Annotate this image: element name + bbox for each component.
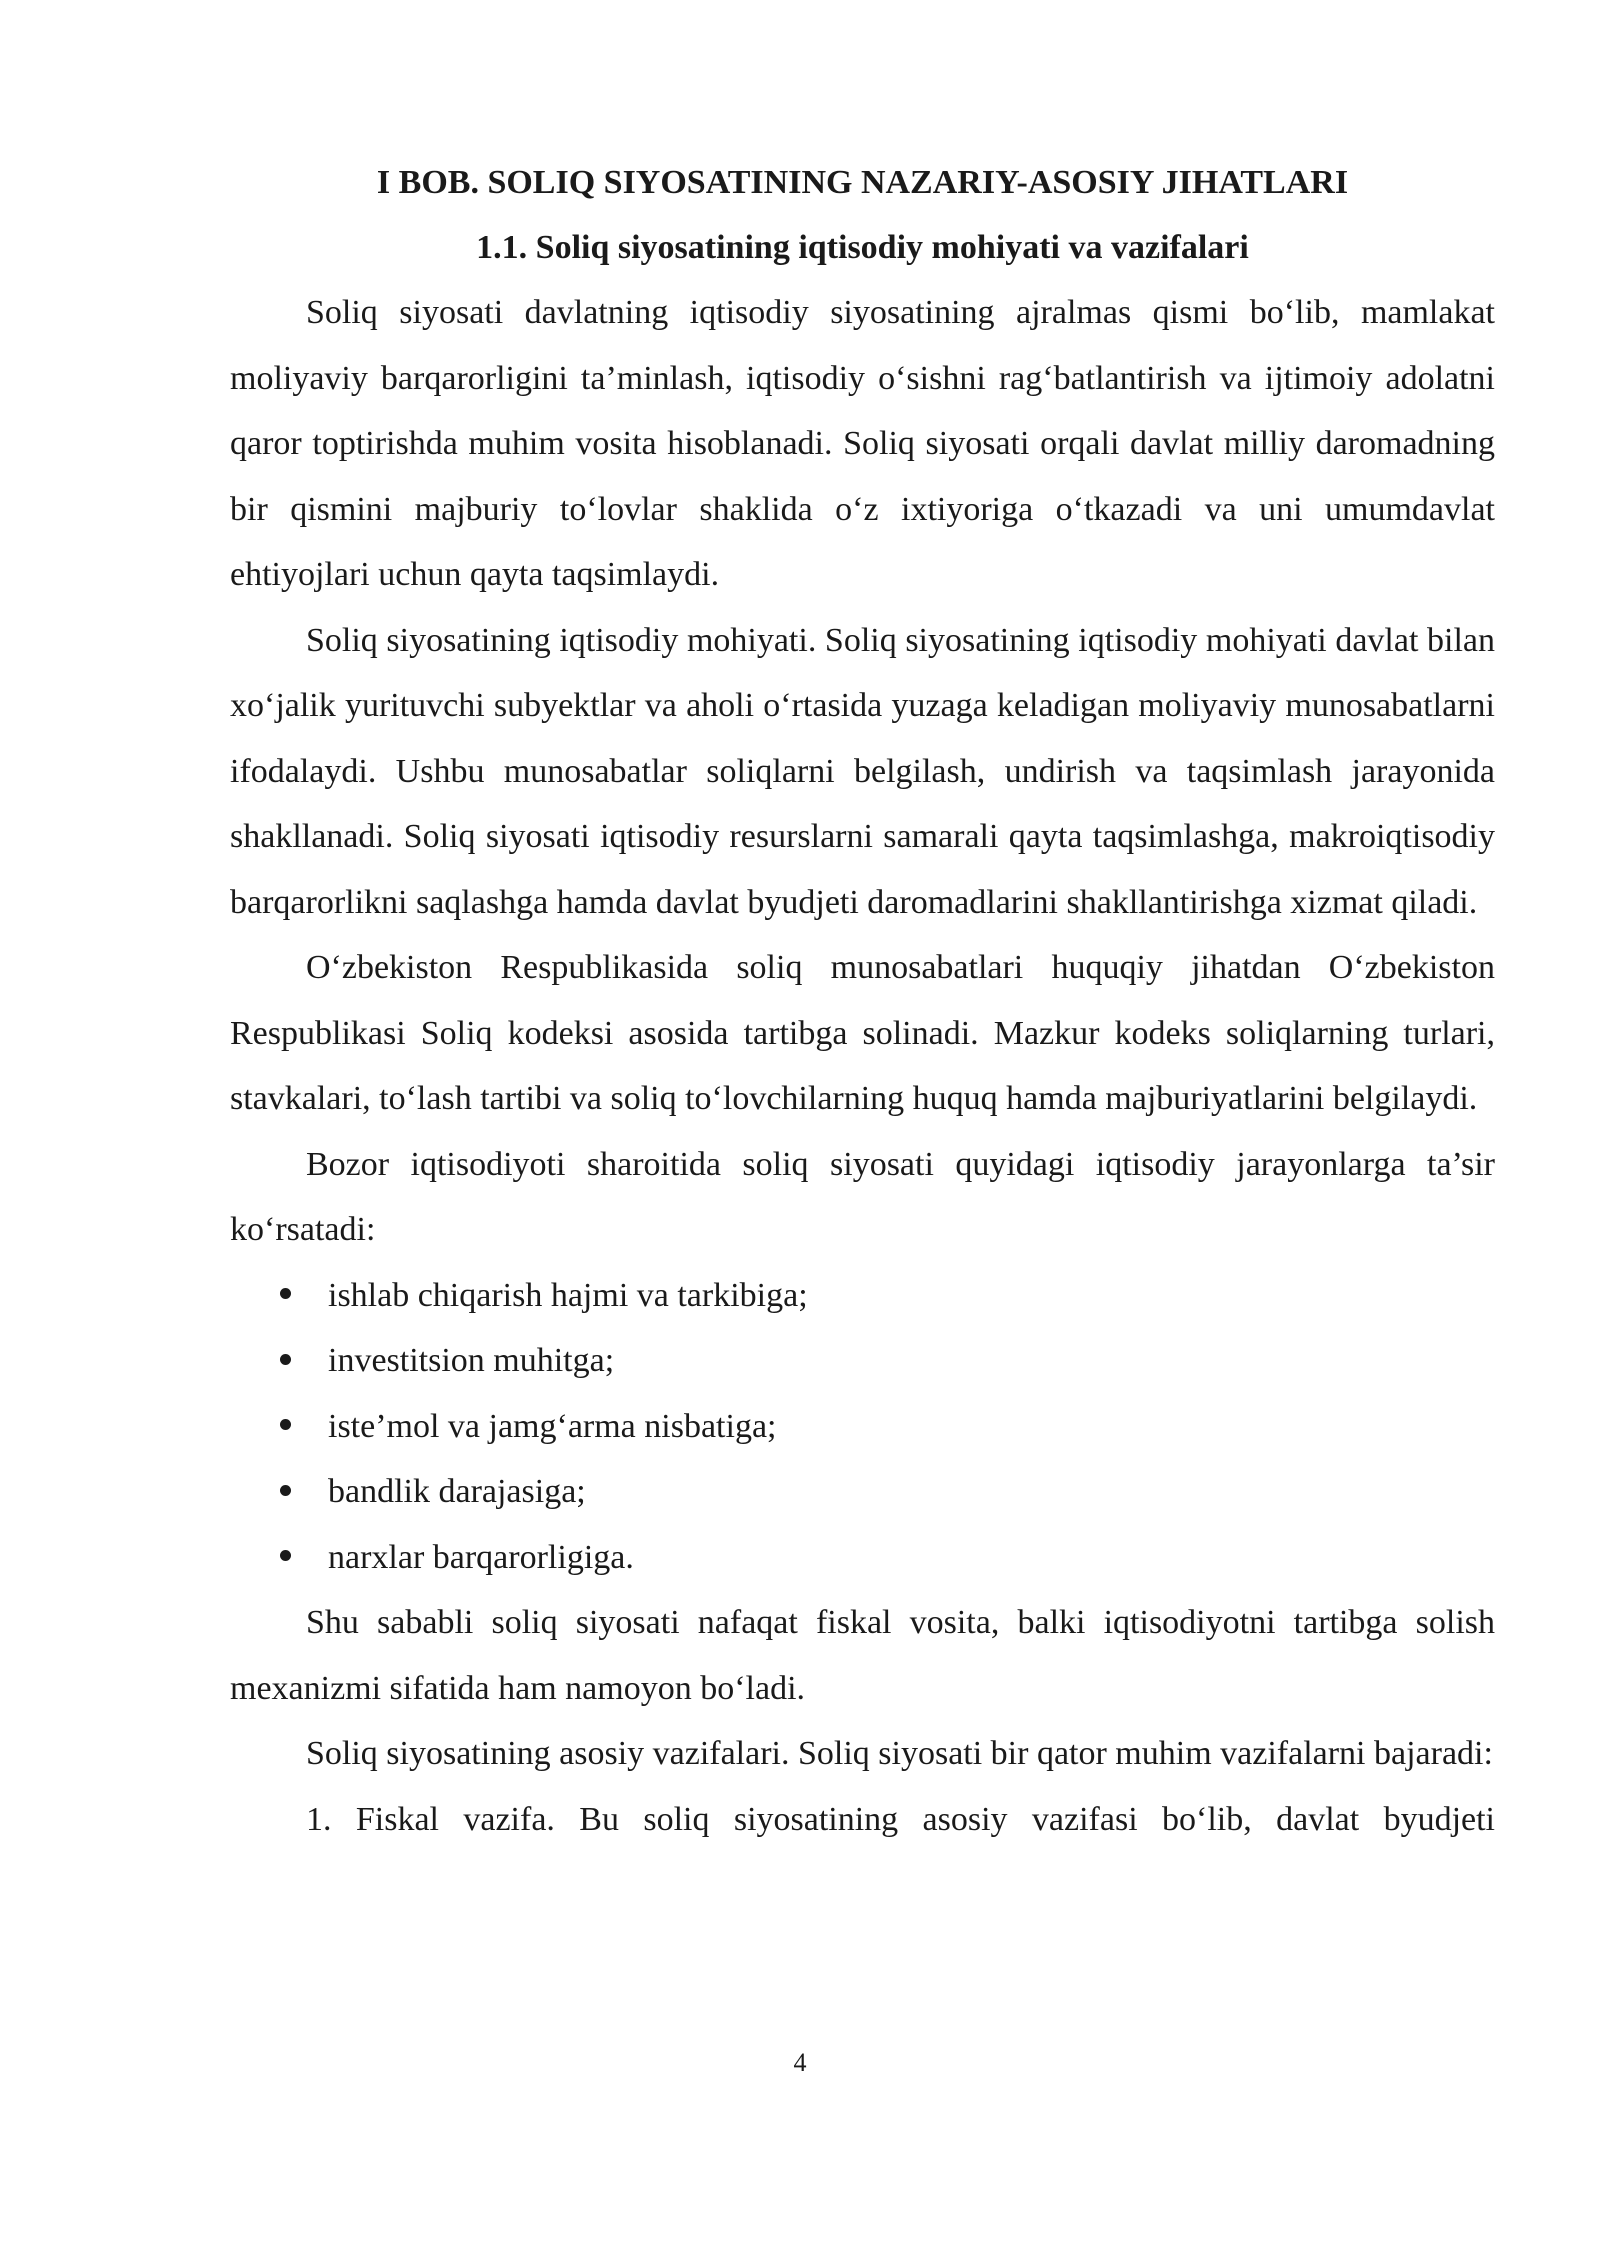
paragraph-economic-essence: Soliq siyosatining iqtisodiy mohiyati. Soliq siyosatining iqtisodiy mohiyati davlat bilan xo‘jalik yurituvchi subyektlar va aholi o‘rtasida yuzaga keladigan moliyaviy munosabatlarni ifodalaydi. Ushbu munosabatlar soliqlarni belgilash, undirish va taqsimlash jarayonida shakllanadi. Soliq siyosati iqtisodiy resurslarni samarali qayta taqsimlashga, makroiqtisodiy barqarorlikni saqlashga hamda davlat byudjeti daromadlarini shakllantirishga xizmat qiladi.: [230, 621, 1495, 921]
paragraph-market-economy: Bozor iqtisodiyoti sharoitida soliq siyosati quyidagi iqtisodiy jarayonlarga ta’sir ko‘rsatadi:: [230, 1145, 1495, 1248]
list-item: [230, 1525, 1495, 1591]
list-item-text: iste’mol va jamg‘arma nisbatiga;: [328, 1407, 777, 1445]
bullet-list: [230, 1263, 1495, 1591]
list-item: [230, 1459, 1495, 1525]
bullet-icon: [280, 1288, 291, 1299]
section-title: 1.1. Soliq siyosatining iqtisodiy mohiyati va vazifalari: [476, 229, 1249, 266]
paragraph-main-functions: Soliq siyosatining asosiy vazifalari. Soliq siyosati bir qator muhim vazifalarni bajaradi:: [306, 1735, 1493, 1772]
bullet-icon: [280, 1354, 291, 1365]
bullet-icon: [280, 1485, 291, 1496]
chapter-title: I BOB. SOLIQ SIYOSATINING NAZARIY-ASOSIY JIHATLARI: [376, 164, 1349, 201]
page-number: 4: [793, 2048, 807, 2077]
paragraph-fiscal-function: 1. Fiskal vazifa. Bu soliq siyosatining asosiy vazifasi bo‘lib, davlat byudjeti: [306, 1800, 1495, 1838]
paragraph-tax-code: O‘zbekiston Respublikasida soliq munosabatlari huquqiy jihatdan O‘zbekiston Respublikasi Soliq kodeksi asosida tartibga solinadi. Mazkur kodeks soliqlarning turlari, stavkalari, to‘lash tartibi va soliq to‘lovchilarning huquq hamda majburiyatlarini belgilaydi.: [230, 949, 1495, 1117]
list-item-text: ishlab chiqarish hajmi va tarkibiga;: [328, 1276, 808, 1314]
list-item: [230, 1328, 1495, 1394]
list-item: [230, 1263, 1495, 1329]
list-item-text: narxlar barqarorligiga.: [328, 1538, 634, 1576]
list-item-text: investitsion muhitga;: [328, 1342, 615, 1379]
page-content: [230, 150, 1495, 1852]
bullet-icon: [280, 1550, 291, 1561]
list-item-text: bandlik darajasiga;: [328, 1473, 586, 1510]
paragraph-intro: Soliq siyosati davlatning iqtisodiy siyosatining ajralmas qismi bo‘lib, mamlakat moliyaviy barqarorligini ta’minlash, iqtisodiy o‘sishni rag‘batlantirish va ijtimoiy adolatni qaror toptirishda muhim vosita hisoblanadi. Soliq siyosati orqali davlat milliy daromadning bir qismini majburiy to‘lovlar shaklida o‘z ixtiyoriga o‘tkazadi va uni umumdavlat ehtiyojlari uchun qayta taqsimlaydi.: [230, 294, 1495, 593]
bullet-icon: [280, 1419, 291, 1430]
paragraph-fiscal-regulation: Shu sababli soliq siyosati nafaqat fiskal vosita, balki iqtisodiyotni tartibga solish mexanizmi sifatida ham namoyon bo‘ladi.: [230, 1604, 1495, 1707]
list-item: [230, 1394, 1495, 1460]
